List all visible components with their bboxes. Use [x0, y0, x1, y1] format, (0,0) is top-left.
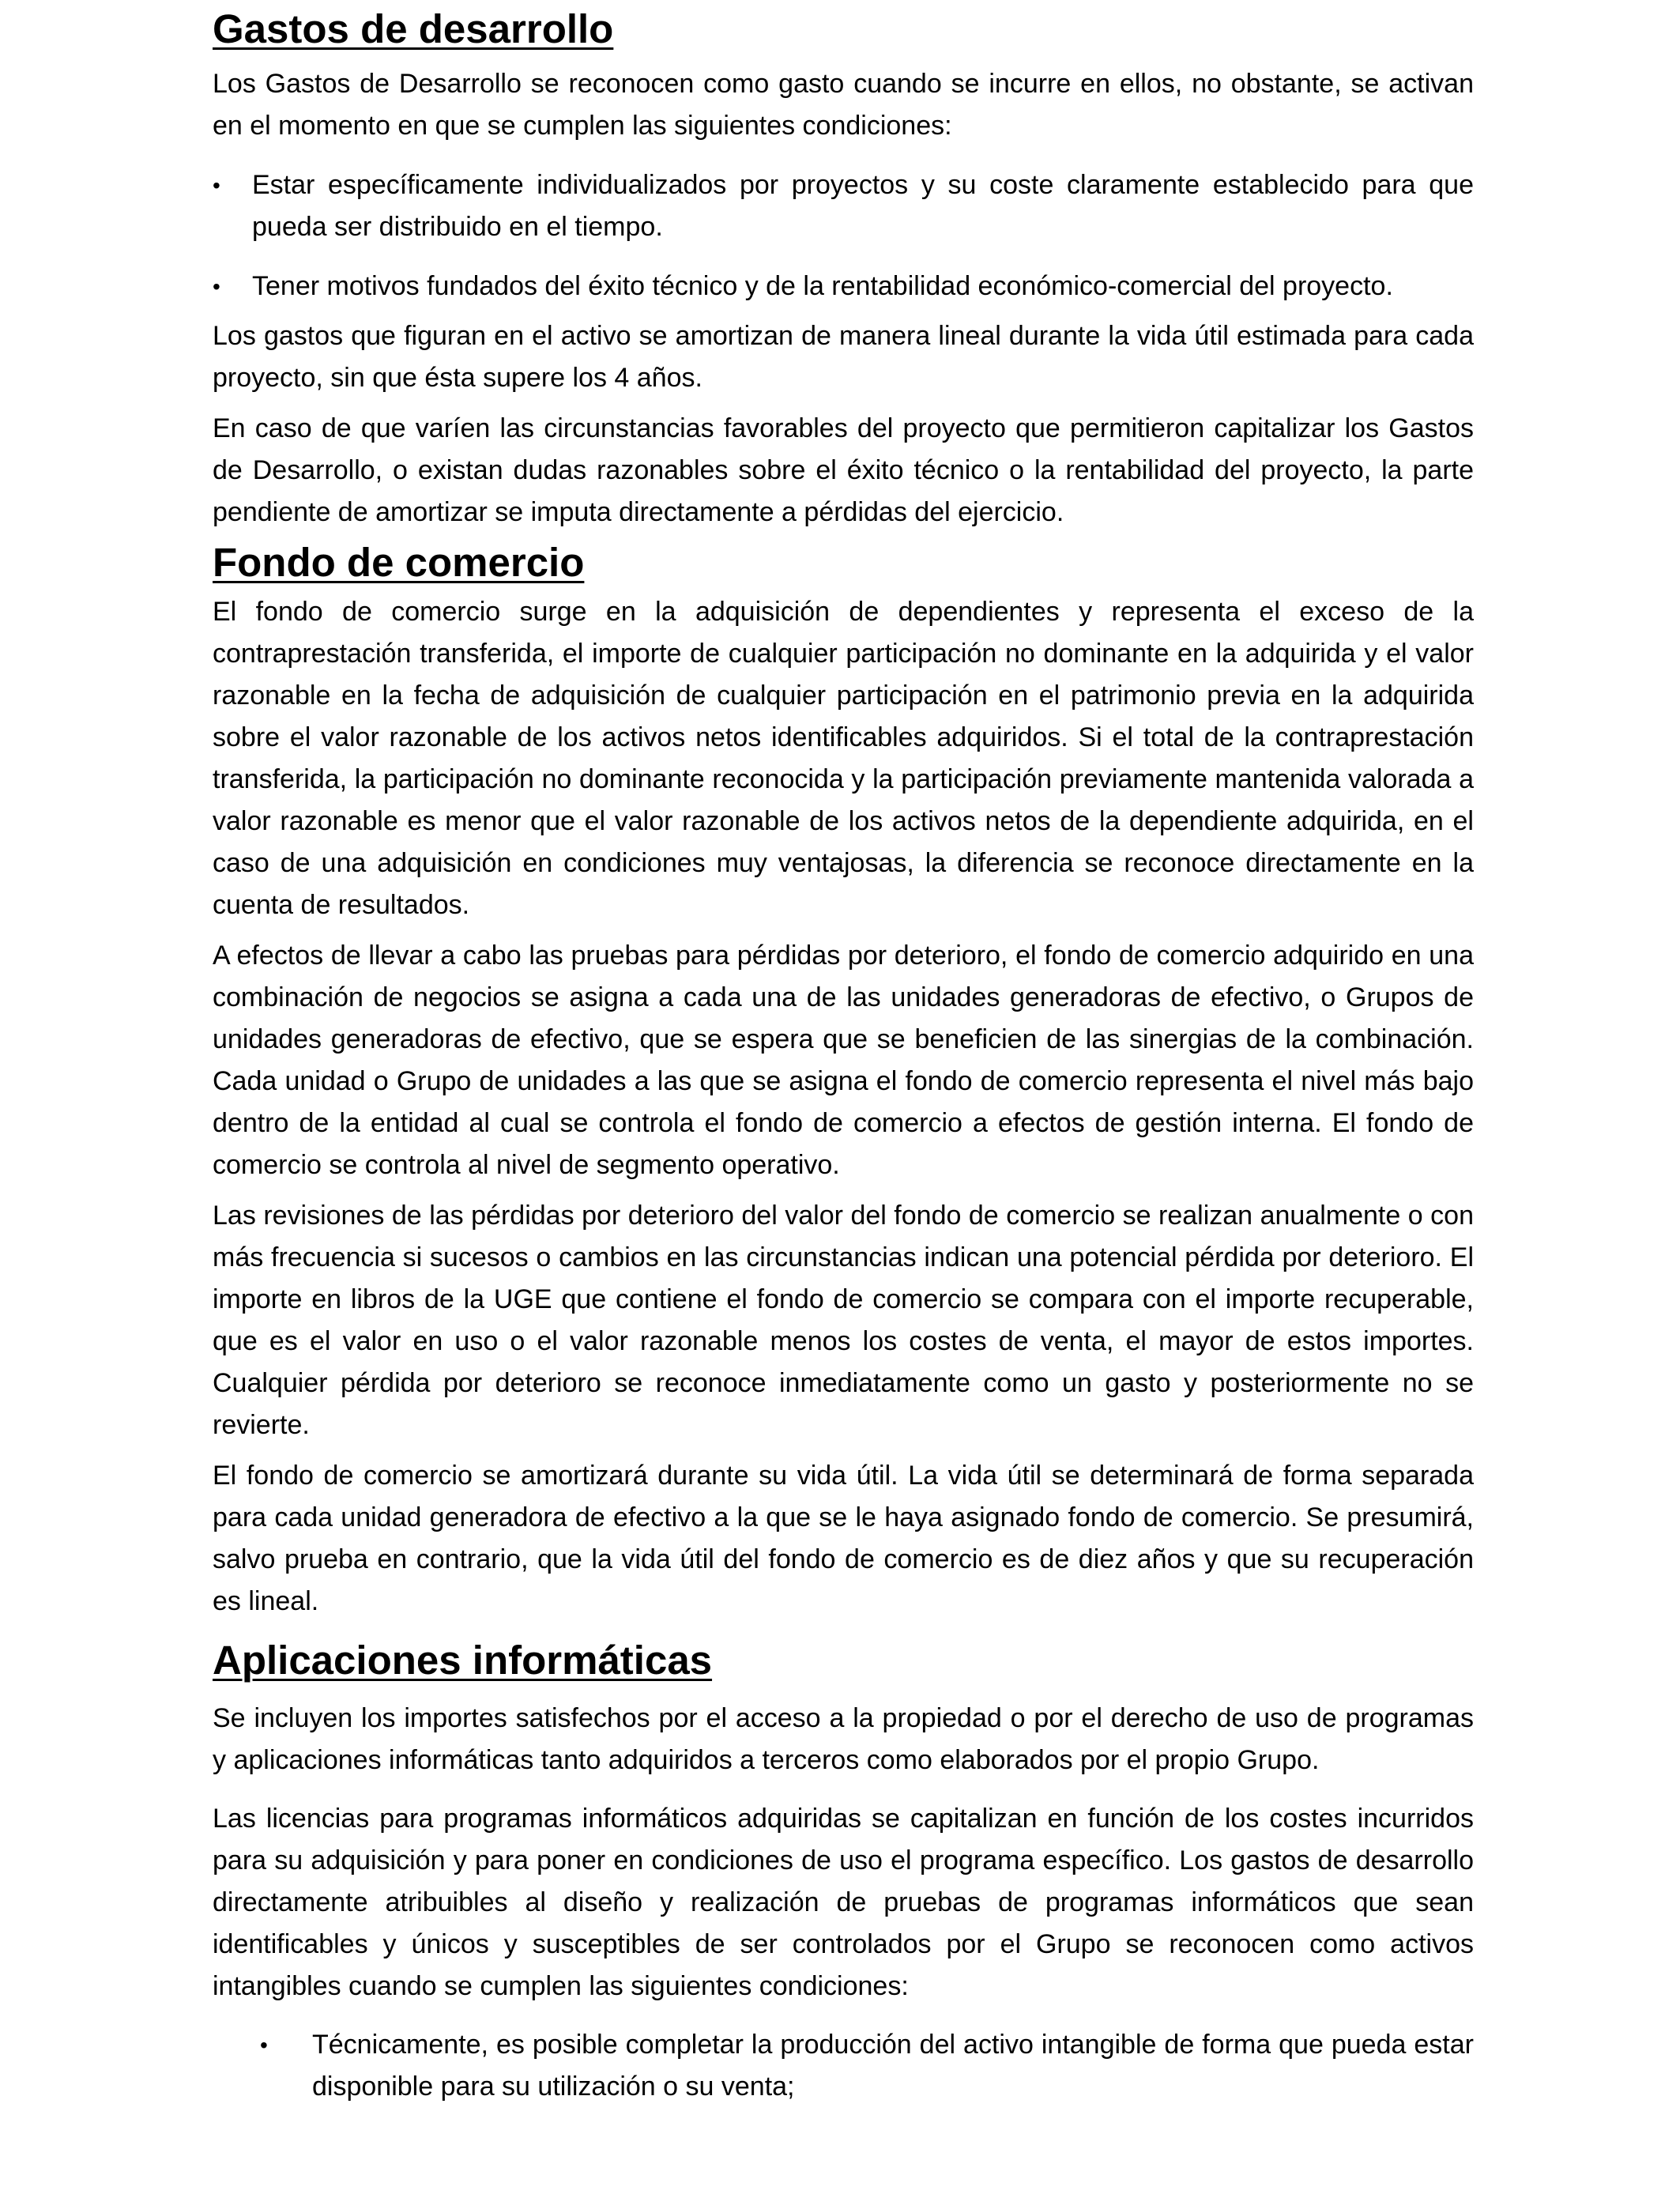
- list-item: [213, 266, 1474, 307]
- bullet-icon: •: [213, 274, 220, 299]
- document-page: [213, 0, 1474, 2108]
- list-item: [213, 2024, 1474, 2108]
- paragraph-fondo-3: Las revisiones de las pérdidas por deterioro del valor del fondo de comercio se realizan anualmente o con más frecuencia si sucesos o cambios en las circunstancias indican una potencial pérdida por deterioro. El importe en libros de la UGE que contiene el fondo de comercio se compara con el importe recuperable, que es el valor en uso o el valor razonable menos los costes de venta, el mayor de estos importes. Cualquier pérdida por deterioro se reconoce inmediatamente como un gasto y posteriormente no se revierte.: [213, 1201, 1474, 1440]
- bullet-icon: •: [260, 2033, 268, 2057]
- paragraph-gastos-intro: Los Gastos de Desarrollo se reconocen como gasto cuando se incurre en ellos, no obstante, se activan en el momento en que se cumplen las siguientes condiciones:: [213, 69, 1474, 141]
- paragraph-fondo-2: A efectos de llevar a cabo las pruebas para pérdidas por deterioro, el fondo de comercio adquirido en una combinación de negocios se asigna a cada una de las unidades generadoras de efectivo, o Grupos de unidades generadoras de efectivo, que se espera que se beneficien de las sinergias de la combinación. Cada unidad o Grupo de unidades a las que se asigna el fondo de comercio representa el nivel más bajo dentro de la entidad al cual se controla el fondo de comercio a efectos de gestión interna. El fondo de comercio se controla al nivel de segmento operativo.: [213, 941, 1474, 1180]
- list-item-text: Tener motivos fundados del éxito técnico y de la rentabilidad económico-comercial del proyecto.: [252, 271, 1393, 301]
- section-aplicaciones-informaticas: [213, 1639, 1474, 2108]
- list-item-text: Técnicamente, es posible completar la producción del activo intangible de forma que pueda estar disponible para su utilización o su venta;: [312, 2030, 1474, 2102]
- section-heading-aplicaciones: Aplicaciones informáticas: [213, 1638, 713, 1683]
- paragraph-gastos-amortizacion: Los gastos que figuran en el activo se amortizan de manera lineal durante la vida útil estimada para cada proyecto, sin que ésta supere los 4 años.: [213, 321, 1474, 393]
- section-heading-gastos-desarrollo: Gastos de desarrollo: [213, 6, 614, 51]
- section-heading-fondo-comercio: Fondo de comercio: [213, 540, 585, 585]
- aplicaciones-conditions-list: [213, 2024, 1474, 2108]
- paragraph-aplicaciones-1: Se incluyen los importes satisfechos por el acceso a la propiedad o por el derecho de uso de programas y aplicaciones informáticas tanto adquiridos a terceros como elaborados por el propio Grupo.: [213, 1703, 1474, 1775]
- paragraph-gastos-circunstancias: En caso de que varíen las circunstancias favorables del proyecto que permitieron capitalizar los Gastos de Desarrollo, o existan dudas razonables sobre el éxito técnico o la rentabilidad del proyecto, la parte pendiente de amortizar se imputa directamente a pérdidas del ejercicio.: [213, 413, 1474, 527]
- section-fondo-comercio: [213, 541, 1474, 1623]
- paragraph-aplicaciones-2: Las licencias para programas informáticos adquiridas se capitalizan en función de los costes incurridos para su adquisición y para poner en condiciones de uso el programa específico. Los gastos de desarrollo directamente atribuibles al diseño y realización de pruebas de programas informáticos que sean identificables y únicos y susceptibles de ser controlados por el Grupo se reconocen como activos intangibles cuando se cumplen las siguientes condiciones:: [213, 1804, 1474, 2001]
- gastos-conditions-list: [213, 164, 1474, 307]
- list-item: [213, 164, 1474, 248]
- paragraph-fondo-4: El fondo de comercio se amortizará durante su vida útil. La vida útil se determinará de forma separada para cada unidad generadora de efectivo a la que se le haya asignado fondo de comercio. Se presumirá, salvo prueba en contrario, que la vida útil del fondo de comercio es de diez años y que su recuperación es lineal.: [213, 1461, 1474, 1616]
- paragraph-fondo-1: El fondo de comercio surge en la adquisición de dependientes y representa el exceso de la contraprestación transferida, el importe de cualquier participación no dominante en la adquirida y el valor razonable en la fecha de adquisición de cualquier participación en el patrimonio previa en la adquirida sobre el valor razonable de los activos netos identificables adquiridos. Si el total de la contraprestación transferida, la participación no dominante reconocida y la participación previamente mantenida valorada a valor razonable es menor que el valor razonable de los activos netos de la dependiente adquirida, en el caso de una adquisición en condiciones muy ventajosas, la diferencia se reconoce directamente en la cuenta de resultados.: [213, 597, 1474, 920]
- list-item-text: Estar específicamente individualizados por proyectos y su coste claramente establecido para que pueda ser distribuido en el tiempo.: [252, 170, 1474, 242]
- bullet-icon: •: [213, 173, 220, 198]
- section-gastos-desarrollo: [213, 8, 1474, 533]
